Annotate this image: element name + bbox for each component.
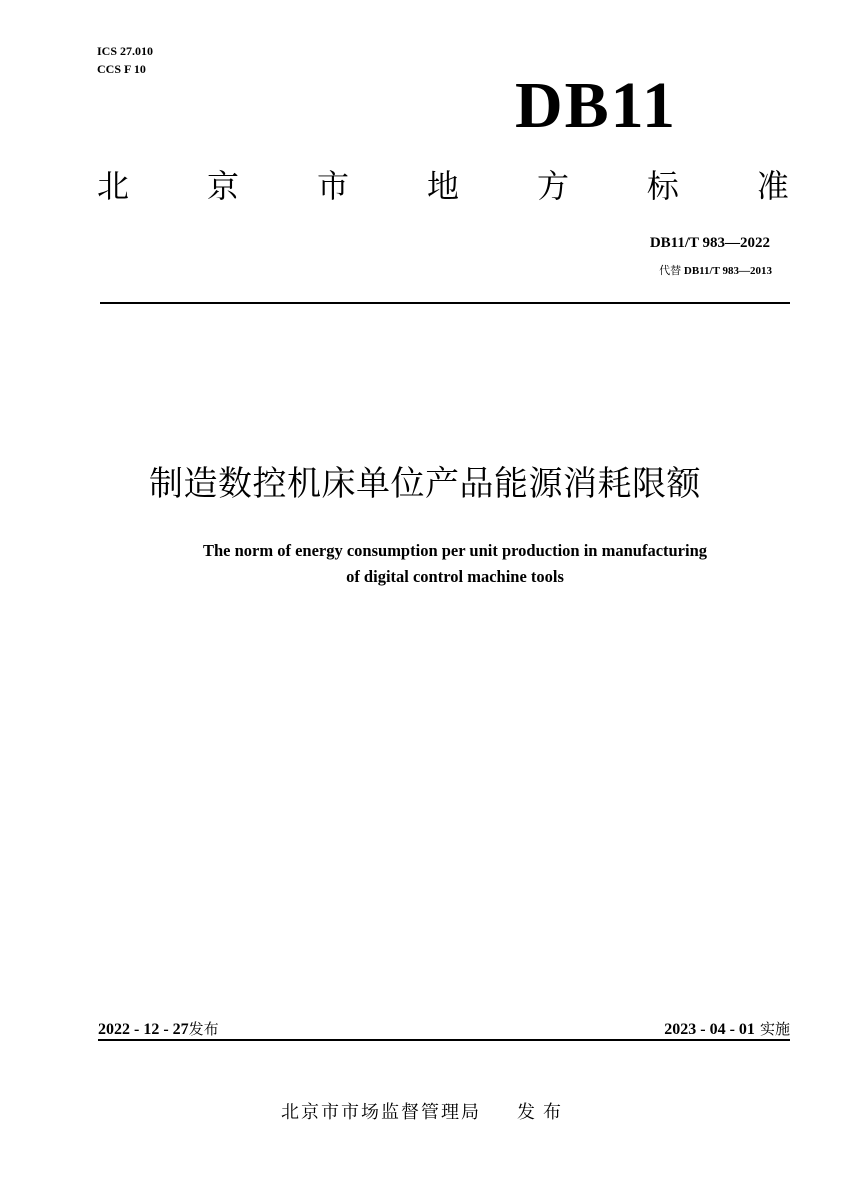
replaces-label: 代替 <box>659 264 682 277</box>
implementation-date-line <box>664 1018 790 1039</box>
category-char: 北 <box>97 167 130 205</box>
issue-label: 发布 <box>188 1020 219 1038</box>
ics-code: ICS 27.010 <box>97 44 154 58</box>
publisher-action: 发布 <box>517 1102 569 1123</box>
standard-category <box>97 164 789 208</box>
category-char: 市 <box>316 167 349 205</box>
title-en-line-2: of digital control machine tools <box>346 567 564 586</box>
implementation-date: 2023 - 04 - 01 <box>664 1021 755 1038</box>
category-char: 方 <box>536 167 569 205</box>
issue-date-line <box>98 1018 219 1039</box>
category-char: 地 <box>426 167 459 205</box>
standard-number: DB11/T 983—2022 <box>649 235 770 251</box>
issue-date: 2022 - 12 - 27 <box>98 1021 189 1038</box>
replaced-standard-number: DB11/T 983—2013 <box>683 265 772 277</box>
classification-codes <box>97 42 153 78</box>
implementation-label: 实施 <box>759 1020 790 1038</box>
title-en-line-1: The norm of energy consumption per unit production in manufacturing <box>202 541 708 560</box>
publisher-line <box>0 1098 850 1124</box>
document-title-en <box>60 538 850 590</box>
document-title-cn: 制造数控机床单位产品能源消耗限额 <box>149 464 701 504</box>
standard-logo: DB11 <box>515 69 678 142</box>
category-char: 准 <box>756 167 789 205</box>
category-char: 标 <box>646 167 679 205</box>
category-char: 京 <box>206 167 239 205</box>
footer-divider <box>98 1039 790 1041</box>
publisher-name: 北京市市场监督管理局 <box>281 1102 481 1123</box>
ccs-code: CCS F 10 <box>97 62 146 76</box>
replaces-line <box>659 262 772 278</box>
header-divider <box>100 302 790 304</box>
